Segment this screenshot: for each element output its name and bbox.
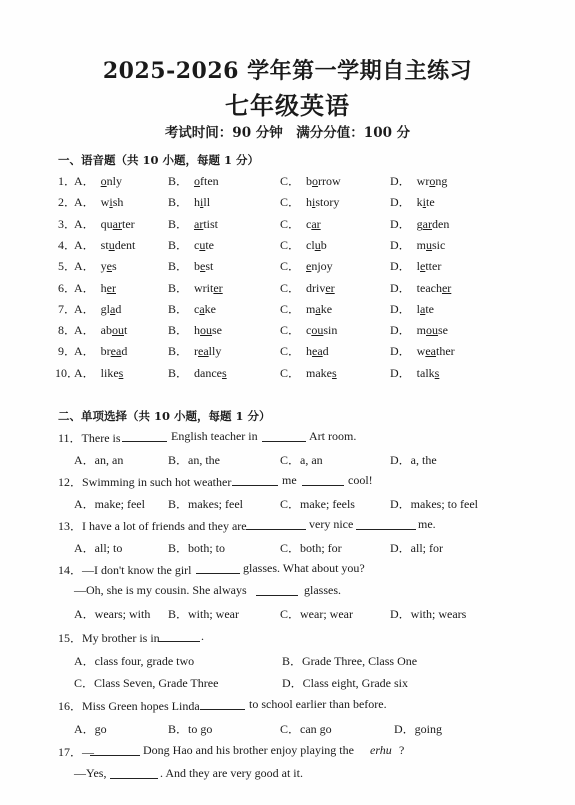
word-underlined-part: u xyxy=(314,237,321,252)
q13-text-a: 13．I have a lot of friends and they are xyxy=(58,519,247,533)
option-letter: B． xyxy=(168,259,189,274)
exam-meta: 考试时间：90 分钟 满分分值：100 分 xyxy=(164,125,411,141)
phonetics-option xyxy=(168,321,222,338)
word-suffix: ther xyxy=(436,344,455,359)
word-prefix: ab xyxy=(100,323,112,338)
option-letter: B． xyxy=(168,216,189,231)
word-prefix: l xyxy=(416,259,421,274)
q17-text-e: —Yes, xyxy=(74,766,107,780)
word-suffix: dent xyxy=(114,237,136,252)
option-letter: D． xyxy=(390,344,411,359)
word-underlined-part: a xyxy=(420,301,426,316)
word-underlined-part: a xyxy=(315,301,321,316)
word-underlined-part: u xyxy=(426,237,433,252)
question-number: 4． xyxy=(58,237,77,252)
q11-text-c: Art room. xyxy=(309,429,357,443)
q12-option-d: D．makes; to feel xyxy=(390,497,478,511)
option-letter: C． xyxy=(280,344,301,359)
phonetics-option xyxy=(280,193,339,210)
option-letter: A． xyxy=(74,301,95,316)
word-suffix: t xyxy=(124,323,128,338)
word-underlined-part: er xyxy=(441,280,452,295)
word-suffix: ke xyxy=(320,301,333,316)
word-prefix: h xyxy=(194,195,201,210)
question-12 xyxy=(0,473,575,491)
word-suffix: te xyxy=(426,195,435,210)
phonetics-row xyxy=(0,321,575,339)
question-number: 3． xyxy=(58,216,77,231)
option-letter: D． xyxy=(390,174,411,188)
option-letter: A． xyxy=(74,216,95,231)
word-underlined-part: e xyxy=(200,259,206,274)
phonetics-option xyxy=(168,300,216,317)
phonetics-option xyxy=(74,364,123,381)
word-prefix: r xyxy=(194,344,199,359)
phonetics-row xyxy=(0,279,575,297)
word-underlined-part: ou xyxy=(200,323,213,338)
option-letter: D． xyxy=(390,365,411,380)
phonetics-row xyxy=(0,342,575,360)
word-underlined-part: i xyxy=(422,195,427,210)
q15-text-a: 15．My brother is in xyxy=(58,631,160,645)
q16-option-a: A．go xyxy=(74,722,107,736)
phonetics-option xyxy=(168,342,221,359)
word-underlined-part: s xyxy=(332,365,337,380)
q16-text-a: 16．Miss Green hopes Linda xyxy=(58,699,200,713)
word-prefix: c xyxy=(194,301,200,316)
phonetics-row xyxy=(0,257,575,275)
q14-blank-1 xyxy=(196,561,240,578)
exam-subtitle: 七年级英语 xyxy=(225,91,350,120)
word-prefix: wr xyxy=(416,174,430,188)
word-underlined-part: a xyxy=(199,301,205,316)
question-11 xyxy=(0,429,575,447)
q13-text-c: me. xyxy=(418,517,436,531)
word-underlined-part: u xyxy=(108,237,115,252)
option-letter: A． xyxy=(74,344,95,359)
word-suffix: te xyxy=(425,301,435,316)
phonetics-option xyxy=(390,193,435,210)
word-underlined-part: o xyxy=(194,174,201,188)
phonetics-option xyxy=(74,300,121,317)
word-suffix: nly xyxy=(106,174,123,188)
phonetics-option xyxy=(74,172,122,189)
q15-option-b: B．Grade Three, Class One xyxy=(282,654,418,668)
option-letter: D． xyxy=(390,323,411,338)
word-suffix: ter xyxy=(122,216,135,231)
question-number: 8． xyxy=(58,323,77,338)
q16-text-b: to school earlier than before. xyxy=(249,697,387,711)
phonetics-option xyxy=(280,321,337,338)
question-16 xyxy=(0,697,575,715)
option-letter: A． xyxy=(74,323,95,338)
option-letter: B． xyxy=(168,280,189,295)
word-underlined-part: o xyxy=(429,174,436,188)
phonetics-option xyxy=(280,257,333,274)
option-letter: C． xyxy=(280,259,301,274)
phonetics-option xyxy=(74,321,127,338)
word-prefix: b xyxy=(306,174,313,188)
word-prefix: h xyxy=(194,323,201,338)
word-suffix: se xyxy=(438,323,449,338)
option-letter: D． xyxy=(390,301,411,316)
word-prefix: y xyxy=(100,259,107,274)
q17-text-a: 17．— xyxy=(58,745,95,759)
q14-option-c: C．wear; wear xyxy=(280,607,353,621)
option-letter: C． xyxy=(280,301,301,316)
phonetics-option xyxy=(280,215,321,232)
word-underlined-part: o xyxy=(100,174,107,188)
q11-options xyxy=(0,451,575,469)
word-suffix: tter xyxy=(425,259,442,274)
word-underlined-part: u xyxy=(199,237,206,252)
q12-options xyxy=(0,495,575,513)
option-letter: D． xyxy=(390,195,411,210)
question-13 xyxy=(0,517,575,535)
option-letter: A． xyxy=(74,237,95,252)
question-17 xyxy=(0,743,575,761)
word-underlined-part: ea xyxy=(198,344,209,359)
q11-blank-1 xyxy=(122,429,167,446)
phonetics-row xyxy=(0,172,575,190)
q14-text-c: —Oh, she is my cousin. She always xyxy=(74,583,247,597)
option-letter: C． xyxy=(280,280,301,295)
q14-text-d: glasses. xyxy=(304,583,341,597)
word-underlined-part: s xyxy=(118,365,124,380)
question-number: 1． xyxy=(58,174,77,188)
word-prefix: w xyxy=(416,344,426,359)
q12-text-c: cool! xyxy=(348,473,373,487)
q11-option-a: A．an, an xyxy=(74,453,124,467)
word-prefix: m xyxy=(416,237,427,252)
phonetics-option xyxy=(74,257,117,274)
q14-text-a: 14．—I don't know the girl xyxy=(58,563,192,577)
q12-blank-2 xyxy=(302,473,344,490)
phonetics-option xyxy=(168,215,218,232)
word-underlined-part: ea xyxy=(425,344,436,359)
phonetics-row xyxy=(0,364,575,382)
phonetics-option xyxy=(168,364,227,381)
word-underlined-part: er xyxy=(213,280,223,295)
word-prefix: h xyxy=(306,344,313,359)
word-prefix: writ xyxy=(194,280,214,295)
word-underlined-part: o xyxy=(312,174,319,188)
q15-option-a: A．class four, grade two xyxy=(74,654,195,668)
word-underlined-part: er xyxy=(106,280,116,295)
phonetics-option xyxy=(74,215,135,232)
q16-option-c: C．can go xyxy=(280,722,332,736)
phonetics-option xyxy=(390,279,451,296)
word-prefix: m xyxy=(416,323,427,338)
q14-blank-2 xyxy=(256,583,298,600)
option-letter: A． xyxy=(74,365,95,380)
word-underlined-part: s xyxy=(222,365,227,380)
q15-text-b: . xyxy=(201,629,204,643)
phonetics-option xyxy=(280,236,327,253)
question-14-reply xyxy=(0,583,575,601)
word-prefix: l xyxy=(416,301,421,316)
word-prefix: h xyxy=(306,195,313,210)
q17-blank-1 xyxy=(90,743,140,760)
phonetics-option xyxy=(390,364,439,381)
word-prefix: m xyxy=(306,301,316,316)
word-suffix: d xyxy=(115,301,122,316)
word-underlined-part: ar xyxy=(422,216,432,231)
word-prefix: make xyxy=(306,365,333,380)
phonetics-option xyxy=(390,236,445,253)
q11-option-b: B．an, the xyxy=(168,453,220,467)
q15-options-row2 xyxy=(0,674,575,692)
option-letter: B． xyxy=(168,323,189,338)
word-suffix: ll xyxy=(203,195,211,210)
word-prefix: k xyxy=(416,195,423,210)
section1-title: 一、语音题（共 10 小题，每题 1 分） xyxy=(58,153,260,167)
q14-option-d: D．with; wears xyxy=(390,607,467,621)
word-underlined-part: s xyxy=(434,365,440,380)
q16-option-b: B．to go xyxy=(168,722,213,736)
word-underlined-part: e xyxy=(306,259,312,274)
word-prefix: b xyxy=(194,259,201,274)
word-suffix: d xyxy=(322,344,329,359)
word-underlined-part: ou xyxy=(112,323,124,338)
phonetics-row xyxy=(0,236,575,254)
option-letter: A． xyxy=(74,280,95,295)
q16-option-d: D．going xyxy=(394,722,443,736)
word-underlined-part: ar xyxy=(112,216,122,231)
option-letter: B． xyxy=(168,237,189,252)
q17-text-b: Dong Hao and his brother enjoy playing the xyxy=(143,743,354,757)
q13-text-b: very nice xyxy=(309,517,354,531)
option-letter: C． xyxy=(280,237,301,252)
phonetics-option xyxy=(280,279,335,296)
option-letter: C． xyxy=(280,174,301,188)
option-letter: D． xyxy=(390,280,411,295)
question-number: 5． xyxy=(58,259,77,274)
word-suffix: b xyxy=(320,237,327,252)
option-letter: C． xyxy=(280,216,301,231)
q11-blank-2 xyxy=(262,429,306,446)
q12-option-c: C．make; feels xyxy=(280,497,355,511)
phonetics-option xyxy=(168,257,213,274)
option-letter: D． xyxy=(390,216,411,231)
phonetics-option xyxy=(390,342,455,359)
word-prefix: talk xyxy=(416,365,435,380)
phonetics-option xyxy=(168,279,223,296)
phonetics-option xyxy=(168,236,214,253)
word-prefix: c xyxy=(306,216,312,231)
word-suffix: lly xyxy=(208,344,222,359)
word-underlined-part: ou xyxy=(311,323,324,338)
q13-blank-2 xyxy=(356,517,416,534)
word-prefix: driv xyxy=(306,280,326,295)
option-letter: D． xyxy=(390,237,411,252)
option-letter: A． xyxy=(74,195,95,210)
option-letter: C． xyxy=(280,195,301,210)
question-number: 9． xyxy=(58,344,77,359)
word-suffix: sic xyxy=(432,237,446,252)
q16-options xyxy=(0,720,575,738)
q15-options-row1 xyxy=(0,652,575,670)
phonetics-option xyxy=(280,342,329,359)
phonetics-row xyxy=(0,215,575,233)
phonetics-option xyxy=(74,279,116,296)
q17-text-erhu: erhu xyxy=(370,743,392,757)
phonetics-option xyxy=(390,300,434,317)
word-underlined-part: ar xyxy=(194,216,204,231)
phonetics-option xyxy=(168,172,219,189)
q14-options xyxy=(0,605,575,623)
word-suffix: story xyxy=(315,195,340,210)
option-letter: C． xyxy=(280,323,301,338)
phonetics-option xyxy=(168,193,210,210)
phonetics-option xyxy=(390,215,449,232)
word-underlined-part: ou xyxy=(426,323,439,338)
option-letter: B． xyxy=(168,344,189,359)
word-suffix: rrow xyxy=(318,174,341,188)
phonetics-option xyxy=(280,300,332,317)
word-underlined-part: i xyxy=(200,195,204,210)
q11-option-c: C．a, an xyxy=(280,453,323,467)
section2-title: 二、单项选择（共 10 小题，每题 1 分） xyxy=(58,409,271,423)
word-underlined-part: i xyxy=(312,195,316,210)
word-prefix: br xyxy=(100,344,111,359)
question-number: 2． xyxy=(58,195,77,210)
q13-option-c: C．both; for xyxy=(280,541,342,555)
q17-text-d: ? xyxy=(399,743,405,757)
word-suffix: sh xyxy=(112,195,124,210)
q13-option-a: A．all; to xyxy=(74,541,123,555)
option-letter: A． xyxy=(74,174,95,188)
word-prefix: w xyxy=(100,195,110,210)
option-letter: B． xyxy=(168,365,189,380)
q11-option-d: D．a, the xyxy=(390,453,437,467)
option-letter: B． xyxy=(168,174,189,188)
q12-text-a: 12．Swimming in such hot weather xyxy=(58,475,232,489)
word-underlined-part: e xyxy=(106,259,112,274)
word-prefix: like xyxy=(100,365,119,380)
q15-blank-1 xyxy=(158,629,200,646)
phonetics-option xyxy=(390,257,441,274)
question-14 xyxy=(0,561,575,579)
word-prefix: qu xyxy=(100,216,113,231)
q11-text-a: 11．There is xyxy=(58,431,121,445)
phonetics-option xyxy=(74,193,123,210)
word-suffix: s xyxy=(112,259,117,274)
q12-text-b: me xyxy=(282,473,297,487)
word-prefix: h xyxy=(100,280,107,295)
word-prefix: c xyxy=(194,237,200,252)
q13-option-b: B．both; to xyxy=(168,541,226,555)
word-prefix: cl xyxy=(306,237,315,252)
word-suffix: st xyxy=(205,259,214,274)
word-prefix: teach xyxy=(416,280,442,295)
word-underlined-part: er xyxy=(325,280,335,295)
phonetics-option xyxy=(390,321,448,338)
word-underlined-part: ar xyxy=(311,216,321,231)
q12-option-b: B．makes; feel xyxy=(168,497,243,511)
q11-text-b: English teacher in xyxy=(171,429,258,443)
question-number: 7． xyxy=(58,301,77,316)
q17-text-f: . And they are very good at it. xyxy=(160,766,303,780)
q15-option-d: D．Class eight, Grade six xyxy=(282,676,408,690)
word-prefix: st xyxy=(100,237,109,252)
word-prefix: g xyxy=(416,216,423,231)
word-suffix: te xyxy=(205,237,215,252)
word-prefix: c xyxy=(306,323,312,338)
word-suffix: ng xyxy=(435,174,448,188)
question-number: 6． xyxy=(58,280,77,295)
q13-options xyxy=(0,539,575,557)
question-15 xyxy=(0,629,575,647)
q14-option-a: A．wears; with xyxy=(74,607,151,621)
word-suffix: den xyxy=(432,216,450,231)
question-number: 10． xyxy=(55,365,80,380)
word-suffix: ften xyxy=(200,174,219,188)
option-letter: C． xyxy=(280,365,301,380)
q12-blank-1 xyxy=(232,473,278,490)
word-underlined-part: ea xyxy=(312,344,323,359)
option-letter: A． xyxy=(74,259,95,274)
option-letter: B． xyxy=(168,195,189,210)
option-letter: D． xyxy=(390,259,411,274)
q13-blank-1 xyxy=(246,517,306,534)
option-letter: B． xyxy=(168,301,189,316)
word-underlined-part: e xyxy=(420,259,426,274)
q14-text-b: glasses. What about you? xyxy=(243,561,365,575)
phonetics-option xyxy=(74,236,135,253)
q14-option-b: B．with; wear xyxy=(168,607,239,621)
word-suffix: tist xyxy=(203,216,219,231)
word-suffix: ke xyxy=(204,301,216,316)
phonetics-option xyxy=(280,172,341,189)
q15-option-c: C．Class Seven, Grade Three xyxy=(74,676,219,690)
q13-option-d: D．all; for xyxy=(390,541,443,555)
word-underlined-part: i xyxy=(109,195,113,210)
phonetics-option xyxy=(390,172,447,189)
word-prefix: dance xyxy=(194,365,222,380)
q16-blank-1 xyxy=(200,697,245,714)
phonetics-option xyxy=(280,364,337,381)
phonetics-row xyxy=(0,300,575,318)
phonetics-option xyxy=(74,342,127,359)
word-prefix: gl xyxy=(100,301,111,316)
word-suffix: njoy xyxy=(311,259,333,274)
q12-option-a: A．make; feel xyxy=(74,497,145,511)
word-underlined-part: ea xyxy=(110,344,122,359)
word-suffix: sin xyxy=(323,323,338,338)
exam-title: 2025-2026 学年第一学期自主练习 xyxy=(102,58,473,84)
word-underlined-part: a xyxy=(110,301,116,316)
q17-blank-2 xyxy=(110,766,158,783)
phonetics-row xyxy=(0,193,575,211)
word-suffix: se xyxy=(212,323,223,338)
question-17-reply xyxy=(0,766,575,784)
word-suffix: d xyxy=(121,344,128,359)
